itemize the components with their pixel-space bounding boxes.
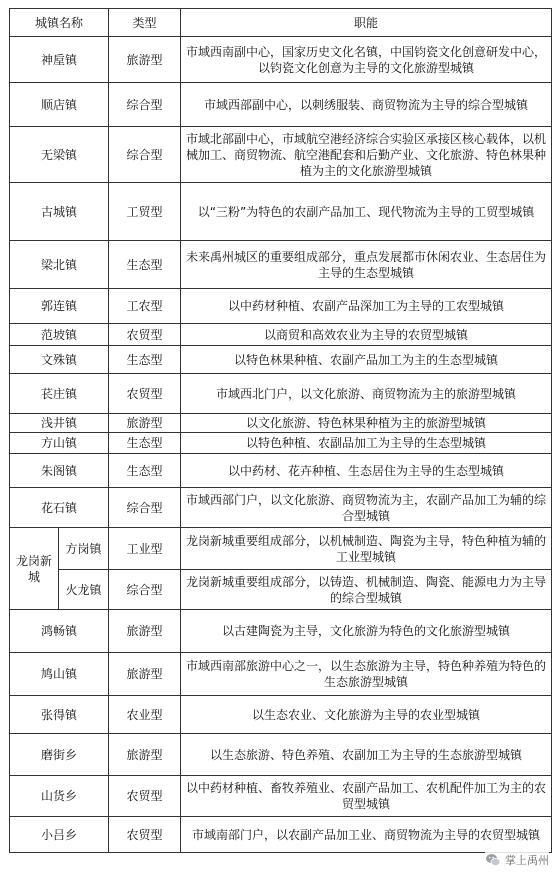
cell-function: 以中药材、花卉种植、生态居住为主导的生态型城镇 [181,454,552,488]
table-row [10,346,552,374]
cell-function: 市域西南副中心，国家历史文化名镇，中国钧瓷文化创意研发中心，以钧瓷文化创意为主导的文化旅游型城镇 [181,37,552,83]
header-type: 类型 [109,9,181,37]
cell-type: 旅游型 [109,653,181,696]
cell-type: 旅游型 [109,734,181,776]
table-row [10,414,552,433]
table-row [10,183,552,241]
cell-function: 以生态旅游、特色养殖、农副加工为主导的生态旅游型城镇 [181,734,552,776]
table-row [10,83,552,127]
table-row [10,776,552,817]
table-row [10,289,552,324]
wechat-icon [485,852,501,868]
table-row-longgang [10,570,552,610]
cell-function: 市域北部副中心，市域航空港经济综合实验区承接区核心载体，以机械加工、商贸物流、航空港配套和后勤产业、文化旅游、特色林果种植为主的文化旅游型城镇 [181,127,552,183]
cell-town: 张得镇 [10,696,109,734]
cell-type: 生态型 [109,241,181,289]
cell-subtown: 火龙镇 [59,570,109,610]
cell-function: 以文化旅游、特色林果种植为主的旅游型城镇 [181,414,552,433]
cell-type: 农贸型 [109,374,181,414]
table-row [10,610,552,653]
table-row [10,734,552,776]
cell-function: 市域南部门户，以农副产品加工业、商贸物流为主导的农贸型城镇 [181,817,552,853]
cell-town: 文殊镇 [10,346,109,374]
cell-town: 小吕乡 [10,817,109,853]
cell-type: 农业型 [109,696,181,734]
cell-type: 旅游型 [109,37,181,83]
cell-town: 方山镇 [10,433,109,454]
cell-town: 无梁镇 [10,127,109,183]
table-row [10,433,552,454]
cell-town: 范坡镇 [10,324,109,346]
cell-type: 农贸型 [109,324,181,346]
cell-group-longgang: 龙岗新城 [10,528,59,610]
table-row [10,817,552,853]
cell-town: 花石镇 [10,488,109,528]
header-town: 城镇名称 [10,9,109,37]
cell-town: 梁北镇 [10,241,109,289]
cell-town: 苌庄镇 [10,374,109,414]
cell-type: 综合型 [109,83,181,127]
cell-function: 龙岗新城重要组成部分，以铸造、机械制造、陶瓷、能源电力为主导的综合型城镇 [181,570,552,610]
cell-town: 古城镇 [10,183,109,241]
cell-function: 以中药材种植、农副产品深加工为主导的工农型城镇 [181,289,552,324]
cell-type: 工农型 [109,289,181,324]
cell-function: 市域西部门户，以文化旅游、商贸物流为主，农副产品加工为辅的综合型城镇 [181,488,552,528]
cell-function: 市域西北门户，以文化旅游、商贸物流为主的旅游型城镇 [181,374,552,414]
table-row [10,324,552,346]
cell-type: 旅游型 [109,414,181,433]
cell-type: 生态型 [109,346,181,374]
cell-function: 以生态农业、文化旅游为主导的农业型城镇 [181,696,552,734]
watermark [485,852,549,868]
cell-subtown: 方岗镇 [59,528,109,570]
cell-town: 鸠山镇 [10,653,109,696]
cell-town: 鸿畅镇 [10,610,109,653]
cell-function: 市域西部副中心，以刺绣服装、商贸物流为主导的综合型城镇 [181,83,552,127]
table-row [10,696,552,734]
cell-function: 以特色林果种植、农副产品加工为主的生态型城镇 [181,346,552,374]
cell-town: 磨街乡 [10,734,109,776]
cell-function: 以商贸和高效农业为主导的农贸型城镇 [181,324,552,346]
table-row-longgang [10,528,552,570]
cell-type: 旅游型 [109,610,181,653]
cell-type: 农贸型 [109,776,181,817]
cell-function: 未来禹州城区的重要组成部分，重点发展都市休闲农业、生态居住为主导的生态型城镇 [181,241,552,289]
cell-type: 生态型 [109,433,181,454]
table-row [10,241,552,289]
cell-town: 郭连镇 [10,289,109,324]
cell-function: 以“三粉”为特色的农副产品加工、现代物流为主导的工贸型城镇 [181,183,552,241]
watermark-text: 掌上禹州 [505,854,549,867]
cell-town: 山货乡 [10,776,109,817]
town-function-table [9,8,552,853]
cell-function: 市域西南部旅游中心之一，以生态旅游为主导，特色种养殖为特色的生态旅游型城镇 [181,653,552,696]
cell-function: 以特色种植、农副品加工为主导的生态型城镇 [181,433,552,454]
cell-function: 以古建陶瓷为主导，文化旅游为特色的文化旅游型城镇 [181,610,552,653]
cell-type: 生态型 [109,454,181,488]
header-row [10,9,552,37]
cell-type: 工贸型 [109,183,181,241]
table-row [10,374,552,414]
cell-type: 综合型 [109,570,181,610]
cell-town: 朱阁镇 [10,454,109,488]
cell-type: 综合型 [109,488,181,528]
cell-town: 浅井镇 [10,414,109,433]
table-row [10,488,552,528]
header-function: 职能 [181,9,552,37]
table-row [10,127,552,183]
cell-type: 综合型 [109,127,181,183]
cell-type: 工业型 [109,528,181,570]
table-row [10,454,552,488]
cell-function: 以中药材种植、畜牧养殖业、农副产品加工、农机配件加工为主的农贸型城镇 [181,776,552,817]
table-row [10,37,552,83]
cell-town: 顺店镇 [10,83,109,127]
cell-town: 神垕镇 [10,37,109,83]
cell-function: 龙岗新城重要组成部分，以机械制造、陶瓷为主导，特色种植为辅的工业型城镇 [181,528,552,570]
table-row [10,653,552,696]
cell-type: 农贸型 [109,817,181,853]
